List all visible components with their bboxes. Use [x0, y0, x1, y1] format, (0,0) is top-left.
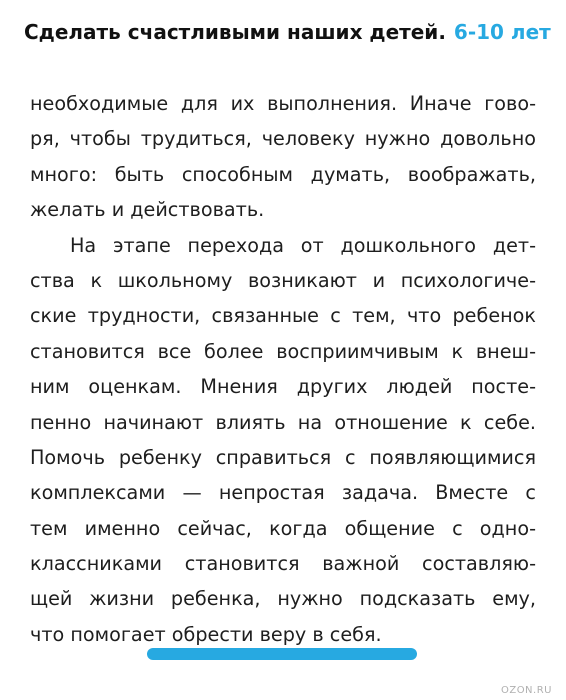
- text-line: много: быть способным думать, воображать,: [30, 162, 536, 186]
- text-line: ря, чтобы трудиться, человеку нужно довольно: [30, 127, 536, 151]
- book-title: Сделать счастливыми наших детей.: [24, 20, 446, 44]
- text-line: щей жизни ребенка, нужно подсказать ему,: [30, 587, 536, 611]
- text-line: становится все более восприимчивым к внеш-: [30, 339, 536, 363]
- text-line: желать и действовать.: [30, 198, 265, 222]
- text-line: комплексами — непростая задача. Вместе с: [30, 481, 536, 505]
- text-line: классниками становится важной составляю-: [30, 552, 536, 576]
- text-line: тем именно сейчас, когда общение с одно-: [30, 516, 536, 540]
- text-line: ства к школьному возникают и психологиче-: [30, 268, 536, 292]
- page-header: [24, 20, 551, 44]
- watermark: OZON.RU: [500, 685, 552, 696]
- text-line: На этапе перехода от дошкольного дет-: [70, 233, 536, 257]
- decorative-bar: [147, 648, 417, 660]
- text-line: пенно начинают влиять на отношение к себе.: [30, 410, 536, 434]
- body-text: [30, 86, 536, 652]
- text-line: что помогает обрести веру в себя.: [30, 622, 382, 646]
- text-line: необходимые для их выполнения. Иначе гово-: [30, 92, 536, 115]
- text-line: ним оценкам. Мнения других людей посте-: [30, 375, 536, 399]
- text-line: Помочь ребенку справиться с появляющимися: [30, 445, 536, 469]
- age-range: 6-10 лет: [453, 20, 551, 44]
- text-line: ские трудности, связанные с тем, что ребенок: [30, 304, 536, 328]
